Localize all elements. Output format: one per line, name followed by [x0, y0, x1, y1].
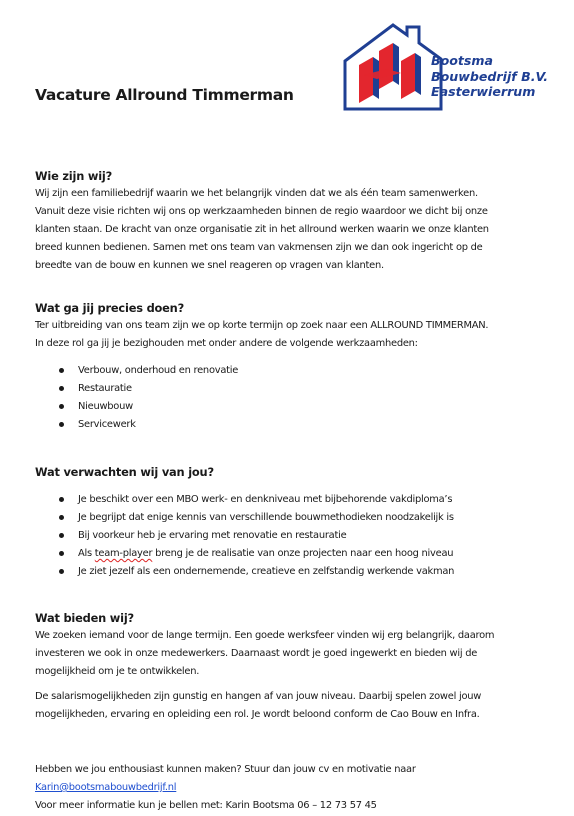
section-heading: Wat verwachten wij van jou? — [35, 465, 214, 479]
paragraph-line: Ter uitbreiding van ons team zijn we op korte termijn op zoek naar een ALLROUND TIMMERMAN. — [35, 320, 489, 331]
bullet-icon — [59, 533, 64, 538]
bullet-icon — [59, 386, 64, 391]
list-item — [35, 362, 565, 380]
bullet-icon — [59, 368, 64, 373]
paragraph-line: klanten staan. De kracht van onze organisatie zit in het allround werken waarin we onze klanten — [35, 224, 489, 235]
section-what-we-expect — [35, 464, 565, 581]
list-item-text-prefix: Als — [78, 548, 95, 559]
logo-wordmark — [431, 53, 548, 100]
bullet-icon — [59, 551, 64, 556]
bullet-icon — [59, 515, 64, 520]
logo-line-3: Easterwierrum — [431, 84, 536, 99]
spellcheck-underlined-word: team-player — [94, 548, 153, 559]
list-item — [35, 380, 565, 398]
list-item-text: Verbouw, onderhoud en renovatie — [78, 365, 239, 376]
section-heading: Wie zijn wij? — [35, 169, 113, 183]
list-item — [35, 491, 565, 509]
paragraph-line: breedte van de bouw en kunnen we snel reageren op vragen van klanten. — [35, 260, 384, 271]
list-item — [35, 527, 565, 545]
list-item-text: Restauratie — [78, 383, 132, 394]
list-item — [35, 563, 565, 581]
paragraph-line: mogelijkheden, ervaring en opleiding een rol. Je wordt beloond conform de Cao Bouw en Infra. — [35, 709, 480, 720]
contact-line: Hebben we jou enthousiast kunnen maken? Stuur dan jouw cv en motivatie naar — [35, 764, 416, 775]
contact-line: Voor meer informatie kun je bellen met: Karin Bootsma 06 – 12 73 57 45 — [35, 800, 377, 811]
list-item-text: Je ziet jezelf als een ondernemende, creatieve en zelfstandig werkende vakman — [78, 566, 455, 577]
section-paragraph — [35, 627, 565, 681]
list-item-text: Je beschikt over een MBO werk- en denkniveau met bijbehorende vakdiploma’s — [78, 494, 453, 505]
bullet-icon — [59, 422, 64, 427]
paragraph-line: We zoeken iemand voor de lange termijn. Een goede werksfeer vinden wij erg belangrijk, daarom — [35, 630, 495, 641]
paragraph-line: Vanuit deze visie richten wij ons op werkzaamheden binnen de regio waardoor we dicht bij onze — [35, 206, 488, 217]
paragraph-line: breed kunnen bedienen. Samen met ons team van vakmensen zijn we dan ook ingericht op de — [35, 242, 483, 253]
house-logo-icon — [343, 21, 443, 113]
email-link[interactable]: Karin@bootsmabouwbedrijf.nl — [35, 782, 177, 793]
list-item-text: Servicewerk — [78, 419, 136, 430]
paragraph-line: investeren we ook in onze medewerkers. Daarnaast wordt je goed ingewerkt en bieden wij de — [35, 648, 478, 659]
list-item-text-rest: breng je de realisatie van onze projecten naar een hoog niveau — [152, 548, 454, 559]
section-paragraph — [35, 317, 565, 353]
page-title: Vacature Allround Timmerman — [35, 86, 294, 104]
list-item-text — [78, 548, 453, 559]
paragraph-line: Wij zijn een familiebedrijf waarin we het belangrijk vinden dat we als één team samenwerken. — [35, 188, 478, 199]
bullet-icon — [59, 497, 64, 502]
section-paragraph — [35, 185, 565, 275]
contact-section — [35, 761, 565, 815]
section-heading: Wat ga jij precies doen? — [35, 301, 184, 315]
logo-line-2: Bouwbedrijf B.V. — [431, 68, 549, 84]
requirements-list — [35, 491, 565, 581]
contact-paragraph — [35, 761, 565, 815]
section-paragraph — [35, 688, 565, 724]
bullet-icon — [59, 569, 64, 574]
list-item-text: Nieuwbouw — [78, 401, 133, 412]
section-who-are-we — [35, 168, 565, 275]
section-what-we-offer — [35, 610, 565, 724]
list-item-text: Bij voorkeur heb je ervaring met renovatie en restauratie — [78, 530, 347, 541]
logo-line-1: Bootsma — [431, 53, 494, 68]
section-heading: Wat bieden wij? — [35, 611, 134, 625]
paragraph-line: mogelijkheid om je te ontwikkelen. — [35, 666, 200, 677]
paragraph-line: De salarismogelijkheden zijn gunstig en hangen af van jouw niveau. Daarbij spelen zowel jouw — [35, 691, 482, 702]
list-item — [35, 416, 565, 434]
list-item — [35, 545, 565, 563]
paragraph-line: In deze rol ga jij je bezighouden met onder andere de volgende werkzaamheden: — [35, 338, 418, 349]
list-item-text: Je begrijpt dat enige kennis van verschillende bouwmethodieken noodzakelijk is — [78, 512, 454, 523]
task-list — [35, 362, 565, 434]
section-what-will-you-do — [35, 300, 565, 434]
list-item — [35, 509, 565, 527]
company-logo — [343, 21, 565, 111]
list-item — [35, 398, 565, 416]
bullet-icon — [59, 404, 64, 409]
email-line — [35, 779, 565, 797]
